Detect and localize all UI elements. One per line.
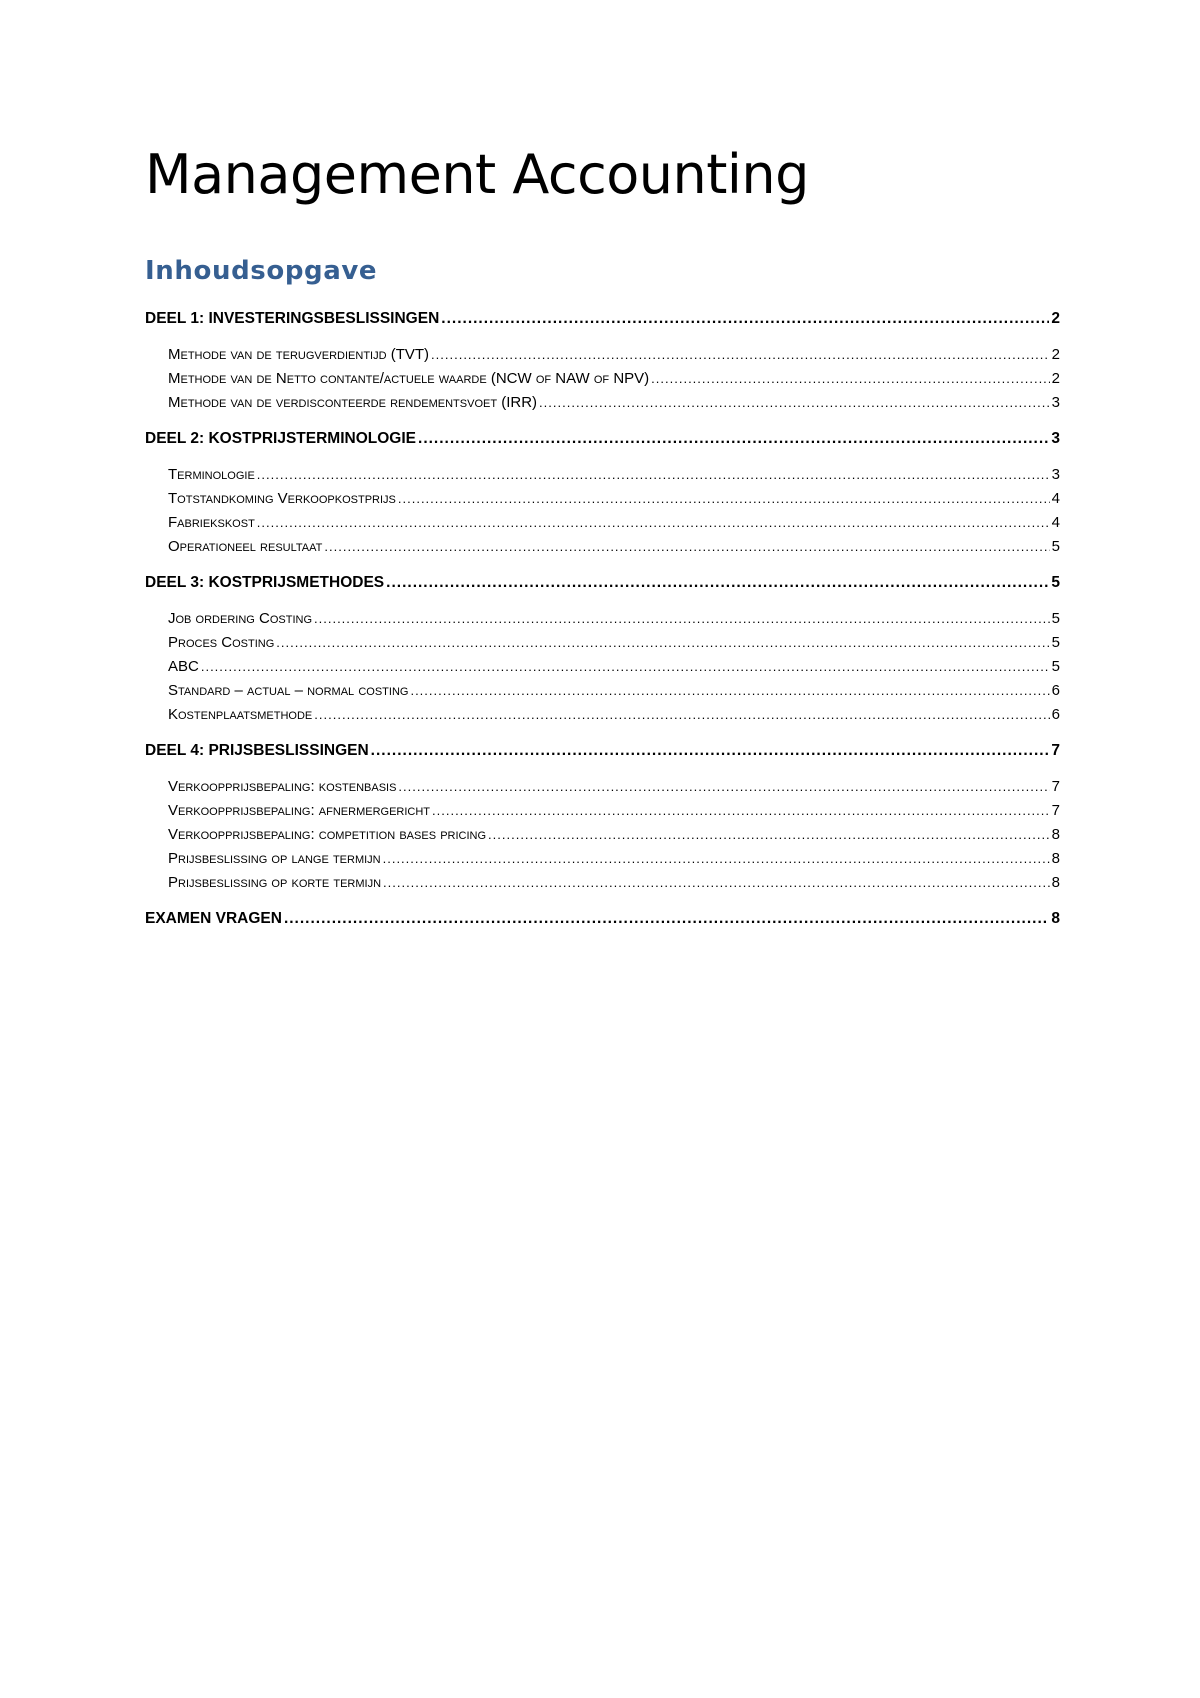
toc-spacer [145,331,1060,343]
toc-dot-leader [383,871,1050,895]
toc-dot-leader [257,511,1050,535]
toc-page-number: 6 [1051,706,1060,723]
toc-page-number: 5 [1051,538,1060,555]
toc-entry-label: EXAMEN VRAGEN [145,910,282,927]
toc-entry-label: Methode van de Netto contante/actuele waarde (NCW of NAW of NPV) [168,370,650,387]
toc-page-number: 5 [1051,634,1060,651]
toc-section-entry[interactable] [145,907,1060,931]
toc-entry-label: DEEL 4: PRIJSBESLISSINGEN [145,742,369,759]
toc-entry-label: Terminologie [168,466,255,483]
toc-entry-label: Standard – actual – normal costing [168,682,409,699]
toc-dot-leader [386,571,1049,595]
toc-dot-leader [201,655,1050,679]
toc-entry-label: Verkoopprijsbepaling: afnermergericht [168,802,431,819]
toc-subsection-entry[interactable] [145,367,1060,391]
toc-dot-leader [418,427,1049,451]
toc-page-number: 7 [1051,778,1060,795]
toc-page-number: 7 [1051,742,1060,759]
toc-page-number: 4 [1051,514,1060,531]
toc-entry-label: Methode van de verdisconteerde rendementsvoet (IRR) [168,394,538,411]
toc-spacer [145,895,1060,907]
toc-dot-leader [651,367,1049,391]
toc-subsection-entry[interactable] [145,679,1060,703]
toc-dot-leader [398,775,1049,799]
toc-page-number: 4 [1051,490,1060,507]
toc-page-number: 5 [1051,610,1060,627]
toc-dot-leader [314,703,1049,727]
toc-page-number: 3 [1051,394,1060,411]
toc-subsection-entry[interactable] [145,607,1060,631]
toc-entry-label: Operationeel resultaat [168,538,323,555]
toc-spacer [145,763,1060,775]
toc-entry-label: Kostenplaatsmethode [168,706,313,723]
toc-page-number: 8 [1051,826,1060,843]
document-title: Management Accounting [145,143,809,206]
toc-subsection-entry[interactable] [145,343,1060,367]
toc-page-number: 6 [1051,682,1060,699]
toc-entry-label: Verkoopprijsbepaling: competition bases pricing [168,826,487,843]
toc-section-entry[interactable] [145,571,1060,595]
toc-dot-leader [314,607,1050,631]
toc-dot-leader [432,799,1050,823]
toc-subsection-entry[interactable] [145,631,1060,655]
toc-dot-leader [488,823,1050,847]
table-of-contents [145,307,1060,931]
toc-spacer [145,727,1060,739]
toc-dot-leader [257,463,1050,487]
toc-page-number: 8 [1051,874,1060,891]
toc-page-number: 3 [1051,466,1060,483]
toc-subsection-entry[interactable] [145,775,1060,799]
toc-entry-label: Prijsbeslissing op lange termijn [168,850,381,867]
toc-dot-leader [431,343,1050,367]
toc-subsection-entry[interactable] [145,703,1060,727]
toc-dot-leader [371,739,1050,763]
toc-subsection-entry[interactable] [145,823,1060,847]
toc-entry-label: Fabriekskost [168,514,255,531]
toc-subsection-entry[interactable] [145,871,1060,895]
toc-spacer [145,415,1060,427]
toc-page-number: 5 [1051,574,1060,591]
toc-subsection-entry[interactable] [145,511,1060,535]
toc-entry-label: Job ordering Costing [168,610,313,627]
toc-page-number: 2 [1051,346,1060,363]
toc-dot-leader [284,907,1049,931]
toc-heading: Inhoudsopgave [145,256,378,286]
toc-spacer [145,559,1060,571]
toc-subsection-entry[interactable] [145,463,1060,487]
toc-page-number: 8 [1051,910,1060,927]
toc-subsection-entry[interactable] [145,847,1060,871]
toc-page-number: 7 [1051,802,1060,819]
toc-dot-leader [539,391,1050,415]
toc-subsection-entry[interactable] [145,487,1060,511]
toc-dot-leader [441,307,1049,331]
toc-section-entry[interactable] [145,427,1060,451]
toc-page-number: 2 [1051,310,1060,327]
toc-entry-label: ABC [168,658,199,675]
toc-spacer [145,595,1060,607]
toc-subsection-entry[interactable] [145,391,1060,415]
toc-spacer [145,451,1060,463]
toc-section-entry[interactable] [145,739,1060,763]
toc-entry-label: Totstandkoming Verkoopkostprijs [168,490,396,507]
toc-entry-label: Proces Costing [168,634,275,651]
toc-page-number: 5 [1051,658,1060,675]
toc-entry-label: Verkoopprijsbepaling: kostenbasis [168,778,397,795]
toc-page-number: 3 [1051,430,1060,447]
toc-entry-label: DEEL 1: INVESTERINGSBESLISSINGEN [145,310,440,327]
toc-section-entry[interactable] [145,307,1060,331]
toc-subsection-entry[interactable] [145,535,1060,559]
toc-dot-leader [324,535,1049,559]
toc-dot-leader [410,679,1049,703]
toc-entry-label: Prijsbeslissing op korte termijn [168,874,382,891]
toc-entry-label: DEEL 2: KOSTPRIJSTERMINOLOGIE [145,430,417,447]
toc-subsection-entry[interactable] [145,799,1060,823]
toc-page-number: 8 [1051,850,1060,867]
toc-dot-leader [383,847,1050,871]
toc-dot-leader [276,631,1049,655]
toc-entry-label: DEEL 3: KOSTPRIJSMETHODES [145,574,385,591]
toc-entry-label: Methode van de terugverdientijd (TVT) [168,346,430,363]
toc-subsection-entry[interactable] [145,655,1060,679]
toc-page-number: 2 [1051,370,1060,387]
toc-dot-leader [398,487,1050,511]
